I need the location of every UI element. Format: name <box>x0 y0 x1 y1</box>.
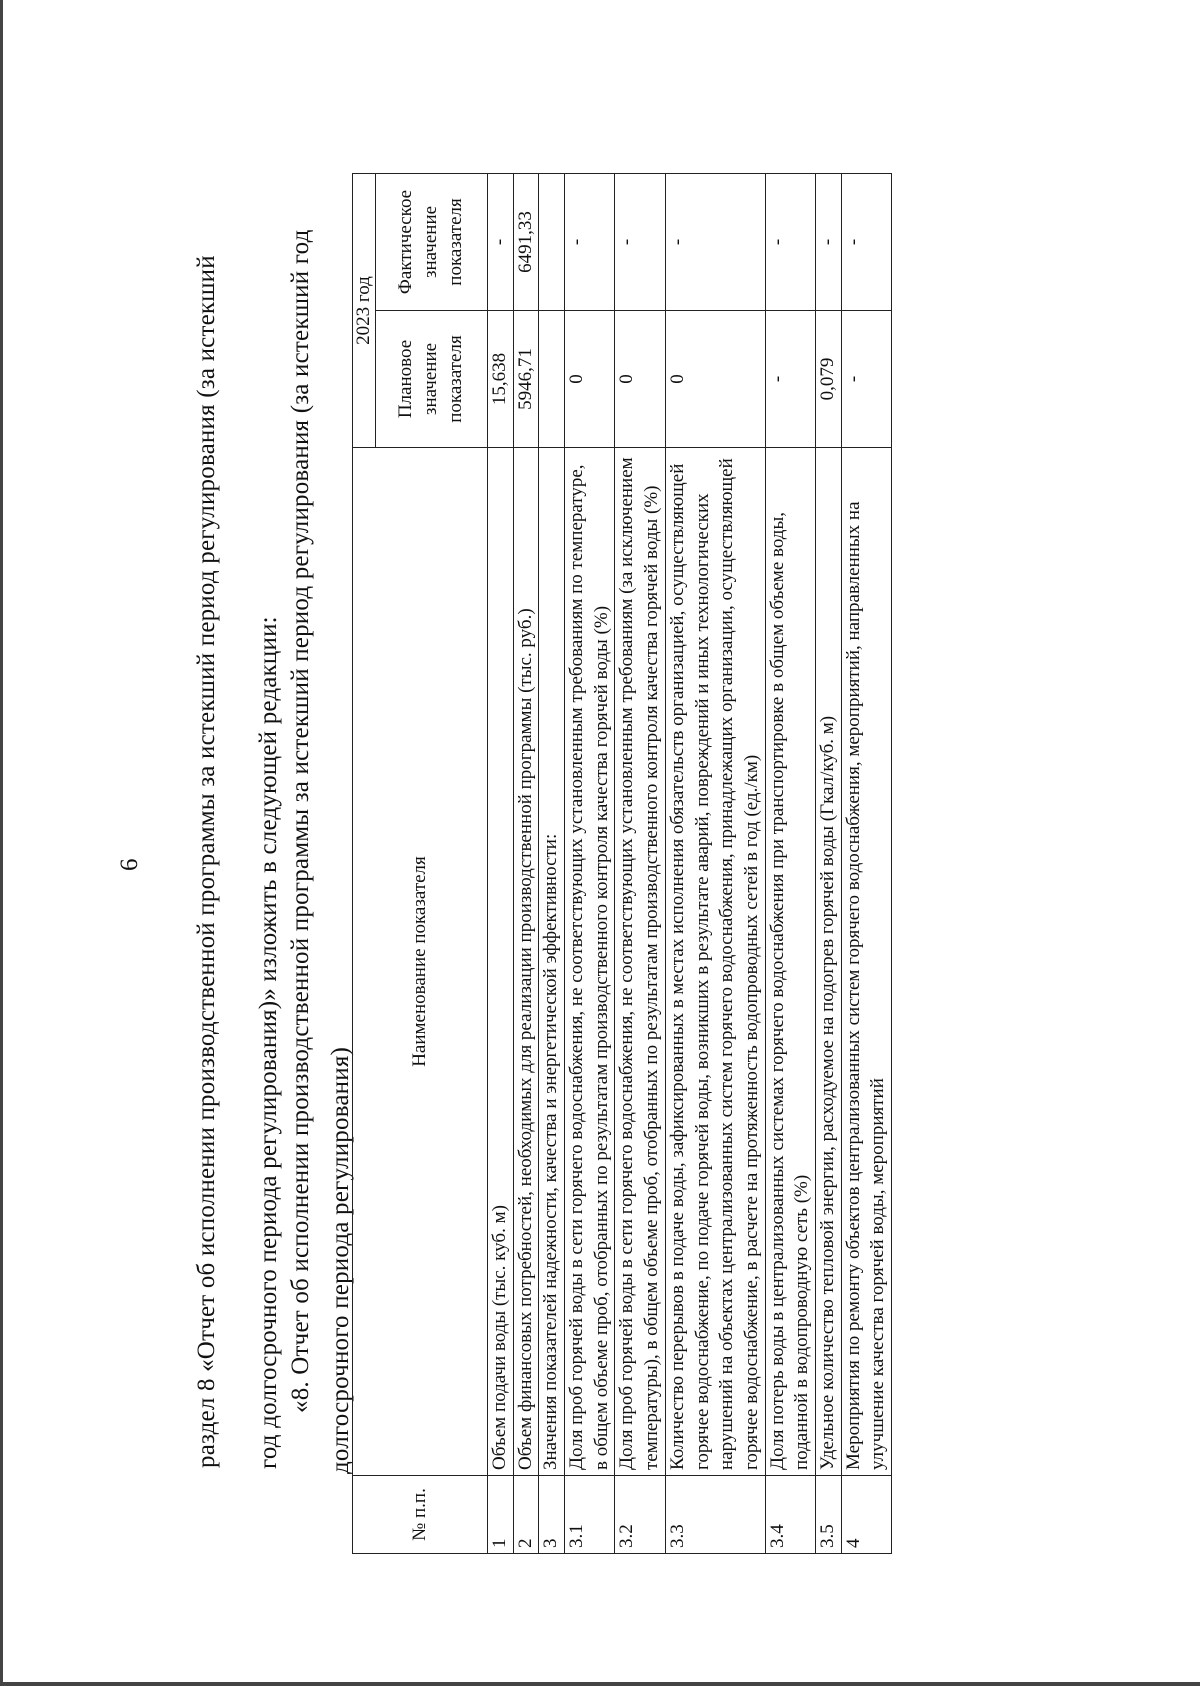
row-3-3-num: 3.3 <box>665 1476 765 1554</box>
row-3-1-name: Доля проб горячей воды в сети горячего водоснабжения, не соответствующих установленным требованиям по температуре, в общем объеме проб, отобранных по результатам производственного контроля качества горячей воды (%) <box>565 448 615 1476</box>
row-3-5-name: Удельное количество тепловой энергии, расходуемое на подогрев горячей воды (Гкал/куб. м) <box>815 448 841 1476</box>
table-row <box>765 173 815 1553</box>
table-row <box>665 173 765 1553</box>
row-3-1-fact: - <box>565 173 615 310</box>
row-3-2-name: Доля проб горячей воды в сети горячего водоснабжения, не соответствующих установленным требованиям (за исключением температуры), в общем объеме проб, отобранных по результатам производственного контроля качества горячей воды (%) <box>615 448 665 1476</box>
header-num: № п.п. <box>353 1476 488 1554</box>
row-3-4-fact: - <box>765 173 815 310</box>
header-year: 2023 год <box>353 173 376 447</box>
row-3-5-fact: - <box>815 173 841 310</box>
row-3-4-name: Доля потерь воды в централизованных системах горячего водоснабжения при транспортировке в общем объеме воды, поданной в водопроводную сеть (%) <box>765 448 815 1476</box>
row-3-5-plan: 0,079 <box>815 311 841 448</box>
row-2-name: Объем финансовых потребностей, необходимых для реализации производственной программы (тыс. руб.) <box>513 448 539 1476</box>
table-header-row <box>353 173 376 1553</box>
row-2-num: 2 <box>513 1476 539 1554</box>
section-title-line-1: «8. Отчет об исполнении производственной программы за истекший период регулирования (за истекший год <box>287 229 314 1413</box>
row-1-num: 1 <box>488 1476 514 1554</box>
row-4-plan: - <box>841 311 891 448</box>
row-3-4-num: 3.4 <box>765 1476 815 1554</box>
header-plan: Плановое значение показателя <box>376 311 488 448</box>
row-1-fact: - <box>488 173 514 310</box>
intro-paragraph-line-1: раздел 8 «Отчет об исполнении производственной программы за истекший период регулирования (за истекший <box>193 255 220 1468</box>
table-row <box>513 173 539 1553</box>
row-3-3-name: Количество перерывов в подаче воды, зафиксированных в местах исполнения обязательств организацией, осуществляющей горячее водоснабжение, по подаче горячей воды, возникших в результате аварий, повреждений и иных технологических нарушений на объектах централизованных систем горячего водоснабжения, принадлежащих организации, осуществляющей горячее водоснабжение, в расчете на протяженность водопроводных сетей в год (ед./км) <box>665 448 765 1476</box>
row-1-plan: 15,638 <box>488 311 514 448</box>
row-3-2-plan: 0 <box>615 311 665 448</box>
row-3-1-plan: 0 <box>565 311 615 448</box>
section-title-line-2: долгосрочного периода регулирования) <box>327 1046 354 1474</box>
header-name: Наименование показателя <box>353 448 488 1476</box>
table-row <box>815 173 841 1553</box>
row-2-fact: 6491,33 <box>513 173 539 310</box>
row-3-2-fact: - <box>615 173 665 310</box>
table-row <box>565 173 615 1553</box>
row-3-name: Значения показателей надежности, качества и энергетической эффективности: <box>539 448 565 1476</box>
row-3-num: 3 <box>539 1476 565 1554</box>
table-row <box>615 173 665 1553</box>
row-4-name: Мероприятия по ремонту объектов централизованных систем горячего водоснабжения, мероприятий, направленных на улучшение качества горячей воды, мероприятий <box>841 448 891 1476</box>
row-3-4-plan: - <box>765 311 815 448</box>
row-4-num: 4 <box>841 1476 891 1554</box>
row-1-name: Объем подачи воды (тыс. куб. м) <box>488 448 514 1476</box>
report-table <box>352 173 892 1554</box>
row-3-3-fact: - <box>665 173 765 310</box>
row-3-1-num: 3.1 <box>565 1476 615 1554</box>
page-number: 6 <box>116 858 143 871</box>
table-row <box>539 173 565 1553</box>
row-3-3-plan: 0 <box>665 311 765 448</box>
row-3-2-num: 3.2 <box>615 1476 665 1554</box>
intro-paragraph-line-2: год долгосрочного периода регулирования)» изложить в следующей редакции: <box>255 616 282 1469</box>
header-fact: Фактическое значение показателя <box>376 173 488 310</box>
row-4-fact: - <box>841 173 891 310</box>
row-3-fact <box>539 173 565 310</box>
table-row <box>488 173 514 1553</box>
row-3-plan <box>539 311 565 448</box>
row-2-plan: 5946,71 <box>513 311 539 448</box>
row-3-5-num: 3.5 <box>815 1476 841 1554</box>
table-row <box>841 173 891 1553</box>
